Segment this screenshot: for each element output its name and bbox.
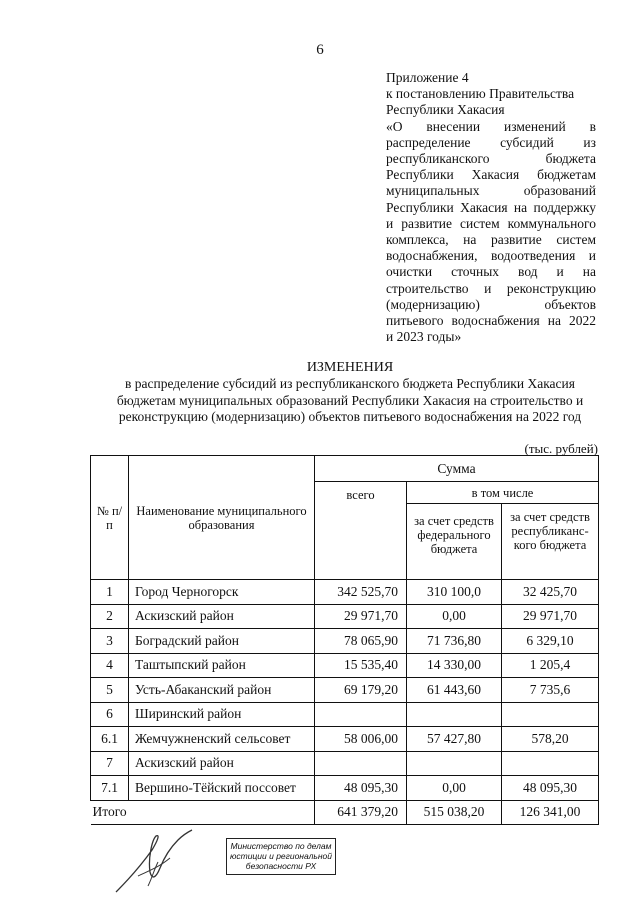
total-total: 641 379,20 xyxy=(315,800,407,825)
header-republic: за счет средств республиканс-кого бюджета xyxy=(502,504,599,580)
table-row xyxy=(91,776,599,801)
row-total: 48 095,30 xyxy=(315,776,407,801)
row-num: 6.1 xyxy=(91,727,129,752)
total-republic: 126 341,00 xyxy=(502,800,599,825)
table-row xyxy=(91,604,599,629)
row-total: 69 179,20 xyxy=(315,678,407,703)
appendix-line: Республики Хакасия на поддержку xyxy=(386,199,596,215)
row-federal: 14 330,00 xyxy=(407,653,502,678)
row-name: Таштыпский район xyxy=(129,653,315,678)
appendix-line: и развитие систем коммунального xyxy=(386,215,596,231)
row-num: 5 xyxy=(91,678,129,703)
row-republic: 7 735,6 xyxy=(502,678,599,703)
table-row xyxy=(91,678,599,703)
appendix-line: питьевого водоснабжения на 2022 xyxy=(386,313,596,329)
table-row xyxy=(91,702,599,727)
appendix-line: комплекса, на развитие систем xyxy=(386,232,596,248)
stamp-line: юстиции и региональной xyxy=(229,851,333,861)
table-row xyxy=(91,727,599,752)
total-row xyxy=(91,800,599,825)
row-num: 3 xyxy=(91,629,129,654)
appendix-line: водоснабжения, водоотведения и xyxy=(386,248,596,264)
appendix-line: распределение субсидий из xyxy=(386,134,596,150)
row-total: 15 535,40 xyxy=(315,653,407,678)
appendix-line: «О внесении изменений в xyxy=(386,118,596,134)
table-row xyxy=(91,653,599,678)
row-federal xyxy=(407,751,502,776)
subtitle-line: реконструкцию (модернизацию) объектов питьевого водоснабжения на 2022 год xyxy=(118,409,582,424)
row-name: Боградский район xyxy=(129,629,315,654)
subsidy-table xyxy=(90,455,599,825)
appendix-line: республиканского бюджета xyxy=(386,151,596,167)
signature-icon xyxy=(108,828,198,898)
row-republic: 32 425,70 xyxy=(502,580,599,605)
row-federal: 57 427,80 xyxy=(407,727,502,752)
row-federal: 71 736,80 xyxy=(407,629,502,654)
row-total: 29 971,70 xyxy=(315,604,407,629)
table-row xyxy=(91,751,599,776)
row-federal: 310 100,0 xyxy=(407,580,502,605)
row-name: Город Черногорск xyxy=(129,580,315,605)
row-num: 7.1 xyxy=(91,776,129,801)
row-name: Ширинский район xyxy=(129,702,315,727)
ministry-stamp xyxy=(226,838,336,875)
header-total: всего xyxy=(315,482,407,580)
row-total xyxy=(315,751,407,776)
document-title: ИЗМЕНЕНИЯ xyxy=(306,360,394,375)
row-name: Жемчужненский сельсовет xyxy=(129,727,315,752)
appendix-line: очистки сточных вод и на xyxy=(386,264,596,280)
total-label: Итого xyxy=(91,800,315,825)
subtitle-line: бюджетам муниципальных образований Республики Хакасия на строительство и xyxy=(116,392,584,408)
row-name: Вершино-Тёйский поссовет xyxy=(129,776,315,801)
row-total: 78 065,90 xyxy=(315,629,407,654)
header-federal: за счет средств федерального бюджета xyxy=(407,504,502,580)
row-republic: 48 095,30 xyxy=(502,776,599,801)
row-total: 58 006,00 xyxy=(315,727,407,752)
row-num: 6 xyxy=(91,702,129,727)
document-subtitle xyxy=(80,376,620,426)
appendix-line: Республики Хакасия бюджетам xyxy=(386,167,596,183)
row-republic: 6 329,10 xyxy=(502,629,599,654)
subtitle-line: в распределение субсидий из республиканского бюджета Республики Хакасия xyxy=(125,376,575,391)
row-republic: 578,20 xyxy=(502,727,599,752)
appendix-line: к постановлению Правительства xyxy=(386,86,575,102)
header-name: Наименование муниципального образования xyxy=(129,456,315,580)
row-republic xyxy=(502,702,599,727)
row-name: Аскизский район xyxy=(129,604,315,629)
row-federal: 0,00 xyxy=(407,604,502,629)
appendix-line: Приложение 4 xyxy=(386,70,469,85)
header-including: в том числе xyxy=(407,482,599,504)
row-federal: 0,00 xyxy=(407,776,502,801)
stamp-line: безопасности РХ xyxy=(245,861,317,871)
page-number: 6 xyxy=(316,42,324,58)
row-federal: 61 443,60 xyxy=(407,678,502,703)
appendix-line: муниципальных образований xyxy=(386,183,596,199)
appendix-line: и 2023 годы» xyxy=(386,329,462,345)
appendix-line: строительство и реконструкцию xyxy=(386,280,596,296)
row-republic xyxy=(502,751,599,776)
row-num: 1 xyxy=(91,580,129,605)
row-republic: 29 971,70 xyxy=(502,604,599,629)
units-label: (тыс. рублей) xyxy=(524,441,598,456)
row-name: Аскизский район xyxy=(129,751,315,776)
row-federal xyxy=(407,702,502,727)
row-name: Усть-Абаканский район xyxy=(129,678,315,703)
appendix-line: (модернизацию) объектов xyxy=(386,296,596,312)
table-row xyxy=(91,580,599,605)
row-num: 7 xyxy=(91,751,129,776)
row-total xyxy=(315,702,407,727)
stamp-line: Министерство по делам xyxy=(230,841,332,851)
header-num: № п/п xyxy=(91,456,129,580)
total-federal: 515 038,20 xyxy=(407,800,502,825)
appendix-line: Республики Хакасия xyxy=(386,102,505,118)
row-republic: 1 205,4 xyxy=(502,653,599,678)
row-total: 342 525,70 xyxy=(315,580,407,605)
row-num: 4 xyxy=(91,653,129,678)
table-row xyxy=(91,629,599,654)
header-sum: Сумма xyxy=(315,456,599,482)
row-num: 2 xyxy=(91,604,129,629)
appendix-block xyxy=(386,70,596,345)
